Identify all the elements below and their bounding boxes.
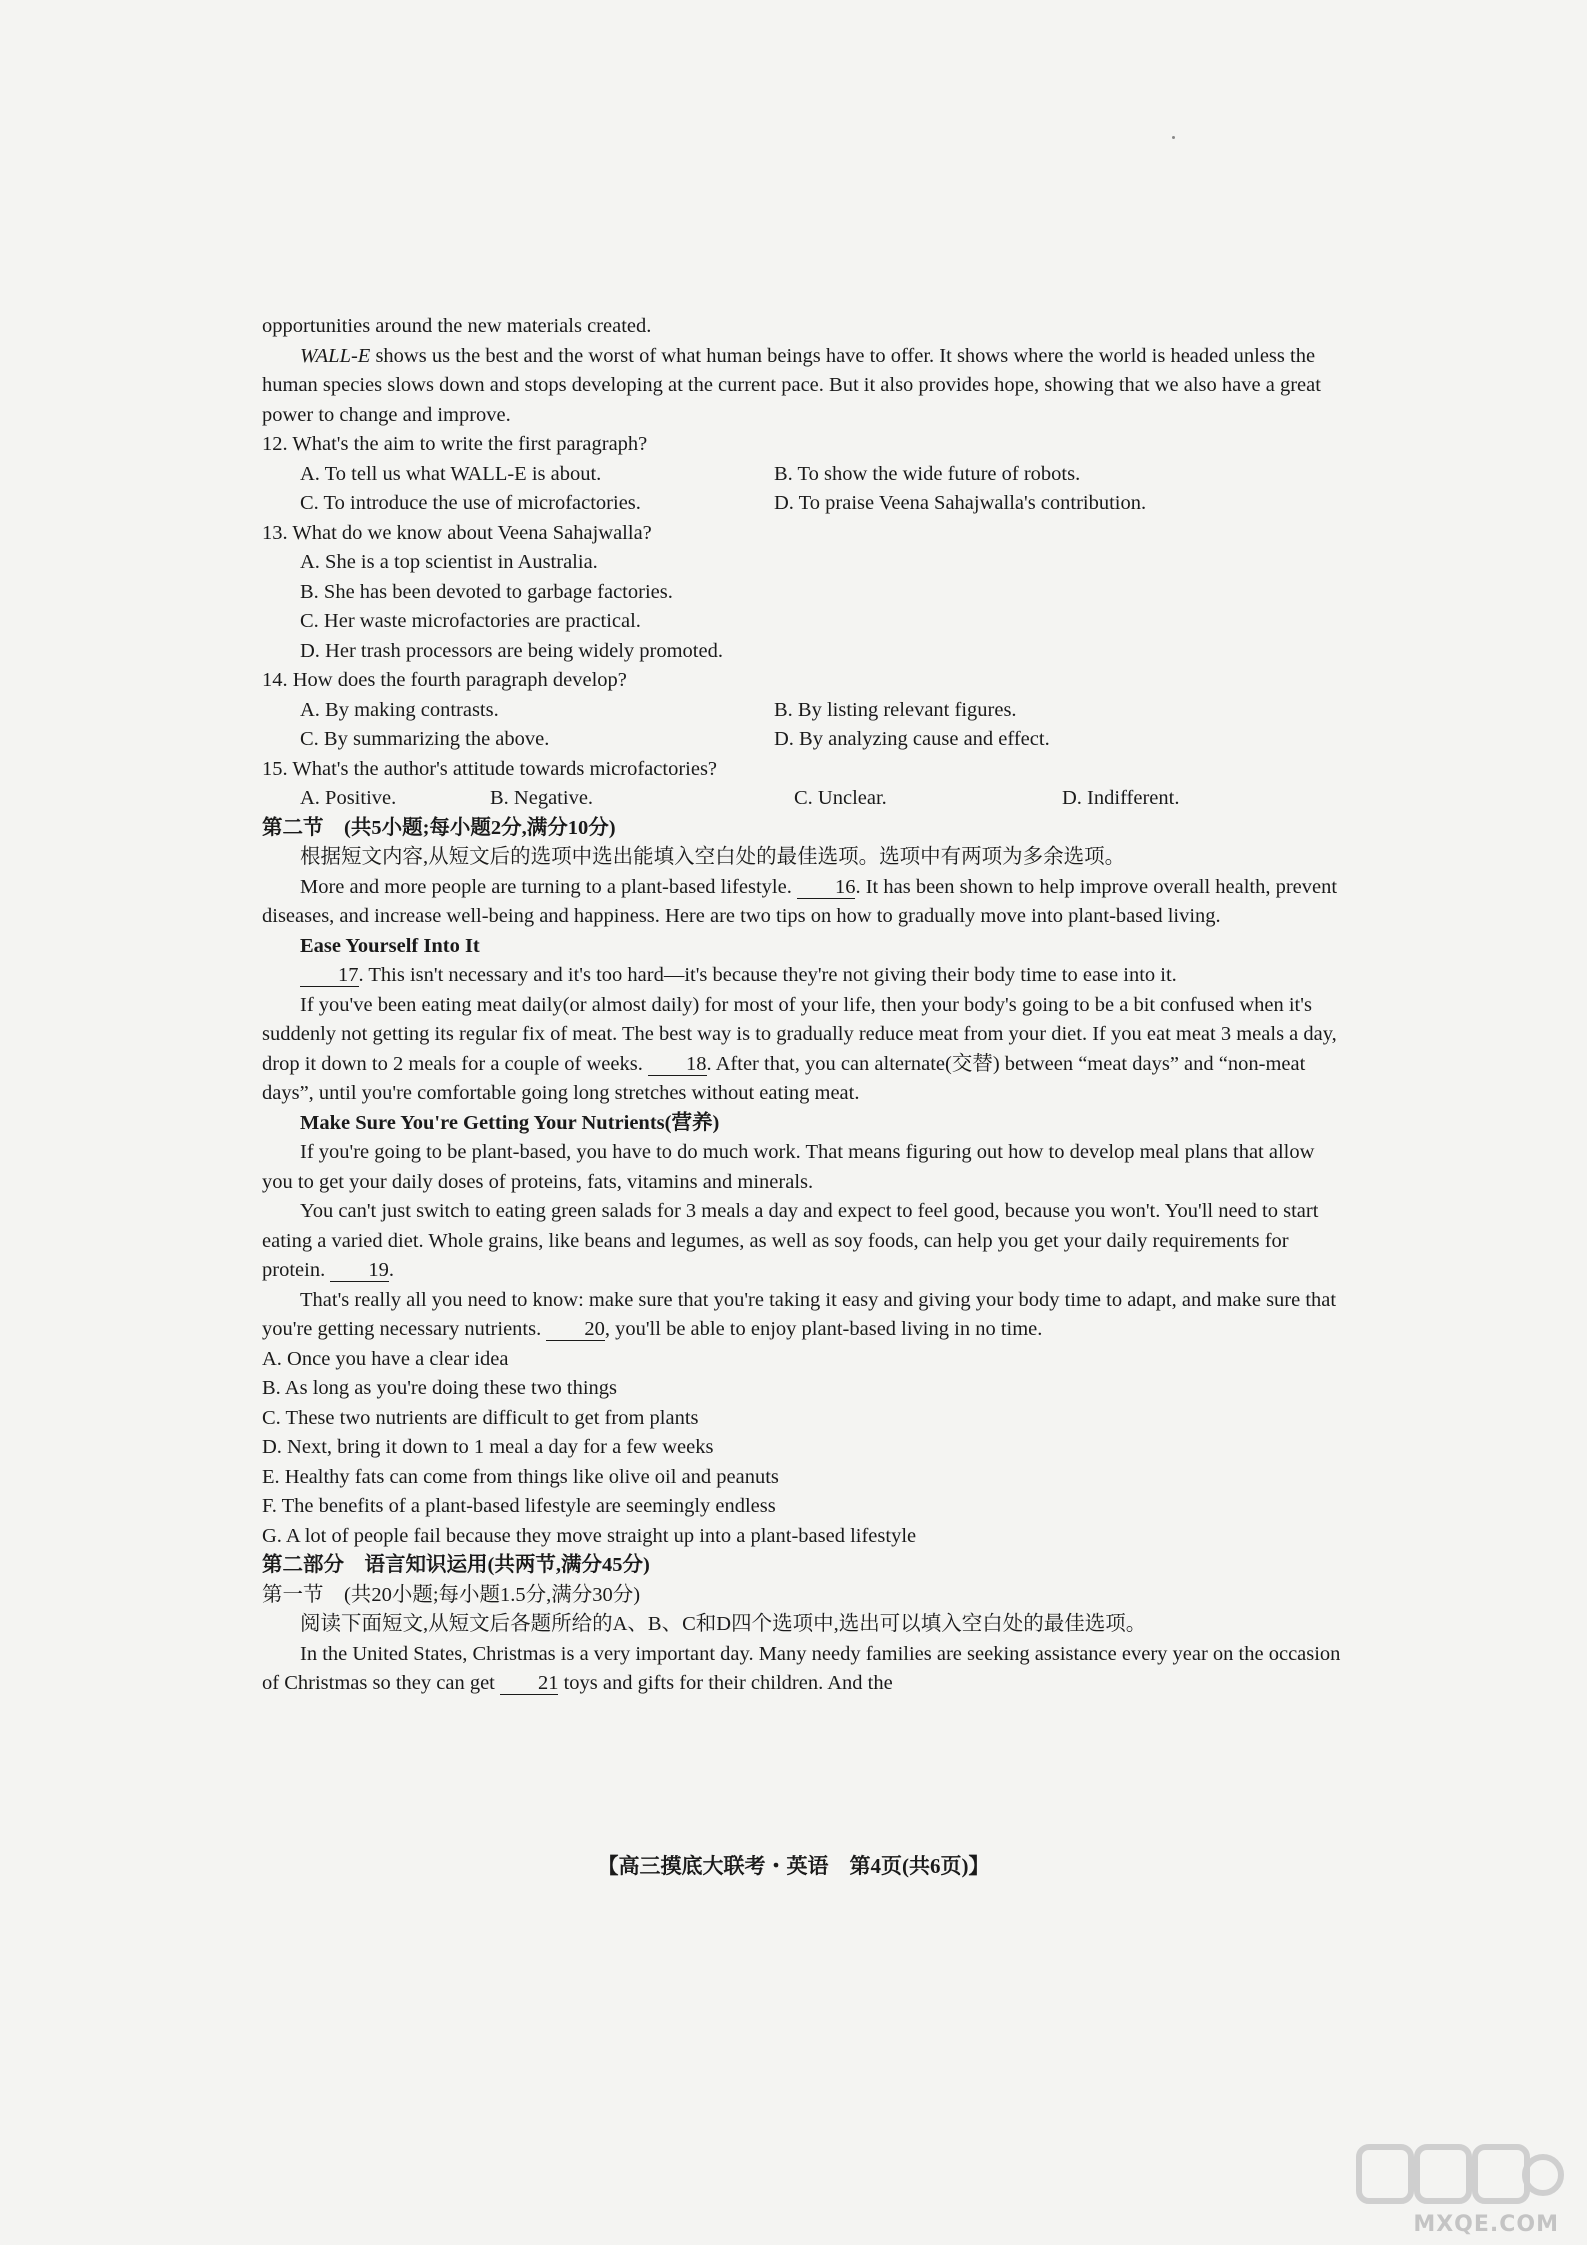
passage-line: opportunities around the new materials created. <box>262 315 652 337</box>
passage-paragraph <box>262 1640 1342 1699</box>
option-d: D. Indifferent. <box>1062 787 1180 809</box>
choice-c: C. These two nutrients are difficult to get from plants <box>262 1406 699 1429</box>
option-c: C. By summarizing the above. <box>300 728 550 750</box>
blank-17[interactable]: 17 <box>300 964 359 987</box>
section-instruction: 根据短文内容,从短文后的选项中选出能填入空白处的最佳选项。选项中有两项为多余选项。 <box>300 846 1126 868</box>
options-row <box>262 460 1342 490</box>
options-row <box>262 784 1342 814</box>
question-15: 15. What's the author's attitude towards microfactories? <box>262 757 718 780</box>
part-title: 第二部分 语言知识运用(共两节,满分45分) <box>262 1554 650 1576</box>
choice-f: F. The benefits of a plant-based lifestyle are seemingly endless <box>262 1495 776 1517</box>
blank-21[interactable]: 21 <box>500 1672 559 1695</box>
passage-paragraph <box>262 961 1342 991</box>
option-b: B. She has been devoted to garbage factories. <box>300 580 673 603</box>
speck <box>1172 136 1175 139</box>
section-instruction: 阅读下面短文,从短文后各题所给的A、B、C和D四个选项中,选出可以填入空白处的最佳选项。 <box>300 1613 1147 1635</box>
option-a: A. She is a top scientist in Australia. <box>300 551 598 573</box>
option-c: C. To introduce the use of microfactories. <box>300 492 641 514</box>
question-12: 12. What's the aim to write the first paragraph? <box>262 433 648 455</box>
choice-b: B. As long as you're doing these two things <box>262 1377 618 1399</box>
passage-paragraph <box>262 342 1342 431</box>
option-b: B. To show the wide future of robots. <box>774 462 1081 485</box>
question-13: 13. What do we know about Veena Sahajwalla? <box>262 521 652 544</box>
choice-a: A. Once you have a clear idea <box>262 1347 509 1370</box>
option-a: A. By making contrasts. <box>300 698 499 721</box>
watermark <box>1355 2141 1565 2237</box>
paragraph-text: shows us the best and the worst of what human beings have to offer. It shows where the world is headed unless the human species slows down and stops developing at the current pace. But it also provides hope, showing that we also have a great power to change and improve. <box>262 344 1321 426</box>
option-c: C. Her waste microfactories are practical. <box>300 610 641 632</box>
options-row <box>262 725 1342 755</box>
passage-paragraph <box>262 991 1342 1109</box>
options-row <box>262 489 1342 519</box>
blank-18[interactable]: 18 <box>648 1053 707 1076</box>
options-row <box>262 696 1342 726</box>
option-d: D. By analyzing cause and effect. <box>774 728 1050 750</box>
option-d: D. Her trash processors are being widely promoted. <box>300 639 723 662</box>
page-footer: 【高三摸底大联考・英语 第4页(共6页)】 <box>597 1854 990 1878</box>
paragraph-text: If you've been eating meat daily(or almost daily) for most of your life, then your body's going to be a bit confused when it's suddenly not getting its regular fix of meat. The best way is to gradually reduce meat from your diet. If you eat meat 3 meals a day, drop it down to 2 meals for a couple of weeks. <box>262 993 1337 1075</box>
option-d: D. To praise Veena Sahajwalla's contribution. <box>774 492 1147 514</box>
film-title: WALL-E <box>300 344 371 367</box>
passage-paragraph <box>262 1286 1342 1345</box>
watermark-logo-icon <box>1355 2141 1565 2209</box>
option-a: A. To tell us what WALL-E is about. <box>300 462 602 485</box>
section-title: 第二节 (共5小题;每小题2分,满分10分) <box>262 816 616 839</box>
paragraph-text: More and more people are turning to a plant-based lifestyle. <box>300 875 797 898</box>
paragraph-text: , you'll be able to enjoy plant-based living in no time. <box>604 1318 1043 1340</box>
paragraph-text: In the United States, Christmas is a very important day. Many needy families are seeking assistance every year on the occasion of Christmas so they can get <box>262 1642 1341 1694</box>
blank-16[interactable]: 16 <box>797 876 856 899</box>
paragraph-text: . After that, you can alternate(交替) between “meat days” and “non-meat days”, until you're comfortable going long stretches without eating meat. <box>262 1052 1306 1104</box>
option-c: C. Unclear. <box>794 787 887 809</box>
paragraph-text: . <box>388 1259 394 1281</box>
choice-d: D. Next, bring it down to 1 meal a day for a few weeks <box>262 1436 714 1458</box>
paragraph-text: toys and gifts for their children. And the <box>558 1672 893 1694</box>
paragraph-text: That's really all you need to know: make sure that you're taking it easy and giving your body time to adapt, and make sure that you're getting necessary nutrients. <box>262 1288 1337 1340</box>
paragraph-text: You can't just switch to eating green salads for 3 meals a day and expect to feel good, because you won't. You'll need to start eating a varied diet. Whole grains, like beans and legumes, as well as soy foods, can help you get your daily requirements for protein. <box>262 1200 1319 1281</box>
option-b: B. Negative. <box>490 787 594 809</box>
subheading: Make Sure You're Getting Your Nutrients(营养) <box>300 1111 720 1134</box>
question-14: 14. How does the fourth paragraph develop? <box>262 669 627 691</box>
paragraph-text: . This isn't necessary and it's too hard—it's because they're not giving their body time to ease into it. <box>358 964 1177 986</box>
passage-paragraph: If you're going to be plant-based, you have to do much work. That means figuring out how to develop meal plans that allow you to get your daily doses of proteins, fats, vitamins and minerals. <box>262 1141 1315 1193</box>
passage-paragraph <box>262 1197 1342 1286</box>
blank-19[interactable]: 19 <box>330 1259 389 1282</box>
section-title: 第一节 (共20小题;每小题1.5分,满分30分) <box>262 1583 641 1606</box>
page-content <box>262 312 1342 1699</box>
option-b: B. By listing relevant figures. <box>774 698 1017 721</box>
choice-e: E. Healthy fats can come from things like olive oil and peanuts <box>262 1465 779 1488</box>
watermark-text: MXQE.COM <box>1413 2212 1559 2237</box>
choice-g: G. A lot of people fail because they move straight up into a plant-based lifestyle <box>262 1524 917 1547</box>
passage-paragraph <box>262 873 1342 932</box>
blank-20[interactable]: 20 <box>546 1318 605 1341</box>
paragraph-text: . It has been shown to help improve overall health, prevent diseases, and increase well-being and happiness. Here are two tips on how to gradually move into plant-based living. <box>262 875 1338 927</box>
option-a: A. Positive. <box>300 787 397 809</box>
subheading: Ease Yourself Into It <box>300 934 480 957</box>
